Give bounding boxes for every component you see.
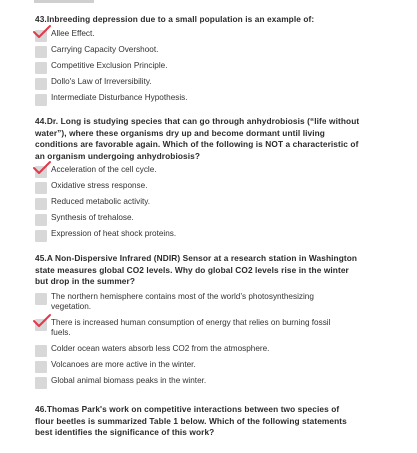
checkbox[interactable] bbox=[35, 198, 47, 210]
option-list bbox=[35, 29, 360, 109]
option-item[interactable] bbox=[35, 45, 360, 61]
option-item[interactable] bbox=[35, 61, 360, 77]
option-list bbox=[35, 292, 360, 392]
red-checkmark-icon bbox=[32, 160, 52, 176]
question-46 bbox=[35, 404, 360, 439]
option-label: Global animal biomass peaks in the winter. bbox=[51, 375, 207, 385]
option-label: Allee Effect. bbox=[51, 28, 95, 38]
option-label: Dollo's Law of Irreversibility. bbox=[51, 76, 152, 86]
checkbox[interactable] bbox=[35, 182, 47, 194]
option-label: Expression of heat shock proteins. bbox=[51, 229, 177, 238]
bottom-fade bbox=[0, 441, 417, 453]
option-label: Acceleration of the cell cycle. bbox=[51, 165, 157, 174]
question-text: 46.Thomas Park's work on competitive interactions between two species of flour beetles is summarized Table 1 below. Which of the following statements best identifies the significance of this work? bbox=[35, 404, 347, 437]
option-item[interactable] bbox=[35, 360, 360, 376]
question-43 bbox=[35, 14, 360, 109]
option-item[interactable] bbox=[35, 77, 360, 93]
checkbox[interactable] bbox=[35, 345, 47, 357]
checkbox[interactable] bbox=[35, 62, 47, 74]
option-item[interactable] bbox=[35, 344, 360, 360]
option-label: Carrying Capacity Overshoot. bbox=[51, 44, 159, 54]
checkbox[interactable] bbox=[35, 377, 47, 389]
question-text: 45.A Non-Dispersive Infrared (NDIR) Sensor at a research station in Washington state measures global CO2 levels. Why do global CO2 levels rise in the winter but drop in the summer? bbox=[35, 253, 358, 286]
option-label: Intermediate Disturbance Hypothesis. bbox=[51, 92, 188, 102]
checkbox[interactable] bbox=[35, 361, 47, 373]
checkbox[interactable] bbox=[35, 230, 47, 242]
option-item[interactable] bbox=[35, 229, 360, 245]
question-text: 43.Inbreeding depression due to a small population is an example of: bbox=[35, 14, 315, 24]
option-label: Synthesis of trehalose. bbox=[51, 213, 134, 222]
option-label: The northern hemisphere contains most of the world’s photosynthesizing vegetation. bbox=[51, 291, 314, 311]
checkbox[interactable] bbox=[35, 293, 47, 305]
option-item[interactable] bbox=[35, 181, 360, 197]
option-item[interactable] bbox=[35, 292, 321, 318]
option-item[interactable] bbox=[35, 93, 360, 109]
red-checkmark-icon bbox=[32, 313, 52, 329]
option-item[interactable] bbox=[35, 318, 336, 344]
option-item[interactable] bbox=[35, 213, 360, 229]
option-label: There is increased human consumption of energy that relies on burning fossil fuels. bbox=[51, 317, 331, 337]
checkbox[interactable] bbox=[35, 94, 47, 106]
top-divider bbox=[34, 0, 94, 3]
question-text: 44.Dr. Long is studying species that can go through anhydrobiosis (“life without water”), where these organisms dry up and become dormant until living conditions are favorable again. Which of the following is NOT a characteristic of an organism undergoing anhydrobiosis? bbox=[35, 116, 360, 161]
option-item[interactable] bbox=[35, 197, 360, 213]
option-item[interactable] bbox=[35, 29, 360, 45]
checkbox[interactable] bbox=[35, 78, 47, 90]
option-list bbox=[35, 165, 360, 245]
option-label: Competitive Exclusion Principle. bbox=[51, 60, 168, 70]
checkbox[interactable] bbox=[35, 46, 47, 58]
question-44 bbox=[35, 116, 360, 245]
option-item[interactable] bbox=[35, 165, 360, 181]
red-checkmark-icon bbox=[32, 24, 52, 40]
option-item[interactable] bbox=[35, 376, 360, 392]
question-45 bbox=[35, 253, 360, 392]
option-label: Reduced metabolic activity. bbox=[51, 197, 151, 206]
option-label: Volcanoes are more active in the winter. bbox=[51, 359, 196, 369]
checkbox[interactable] bbox=[35, 214, 47, 226]
option-label: Oxidative stress response. bbox=[51, 181, 148, 190]
option-label: Colder ocean waters absorb less CO2 from the atmosphere. bbox=[51, 343, 270, 353]
